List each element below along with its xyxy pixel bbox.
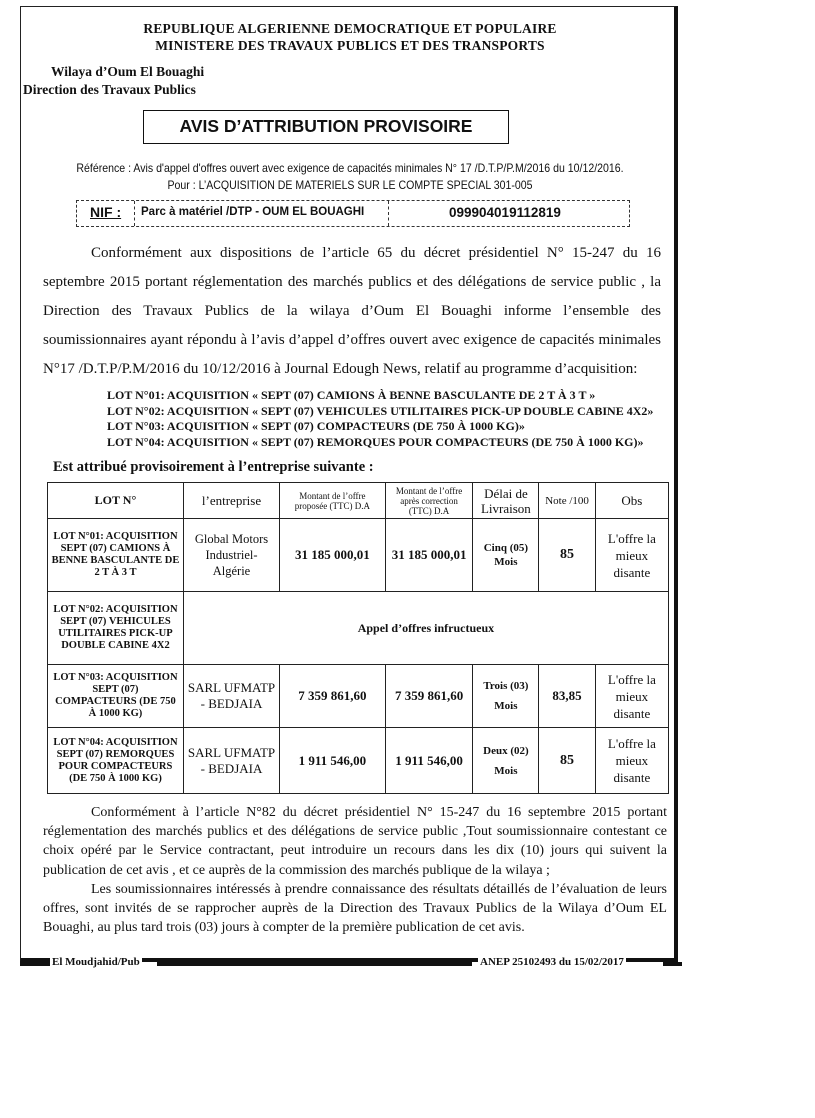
row-montant-corrige: 31 185 000,01	[385, 519, 473, 592]
row-obs: L'offre la mieux disante	[595, 728, 668, 794]
row-infructueux: Appel d’offres infructueux	[183, 592, 668, 665]
nif-label: NIF :	[90, 204, 122, 220]
row-obs: L'offre la mieux disante	[595, 665, 668, 728]
col-obs: Obs	[595, 483, 668, 519]
footer-publisher: El Moudjahid/Pub	[52, 956, 140, 968]
nif-name: Parc à matériel /DTP - OUM EL BOUAGHI	[141, 206, 365, 218]
lot-item: LOT N°03: ACQUISITION « SEPT (07) COMPACTEURS (DE 750 À 1000 KG)»	[107, 419, 525, 433]
header-direction: Direction des Travaux Publics	[23, 82, 196, 97]
reference-line: Référence : Avis d'appel d'offres ouvert avec exigence de capacités minimales N° 17 /D.T.P/P.M/2016 du 10/12/2016.	[76, 161, 624, 175]
col-montant-corrige: Montant de l’offre après correction (TTC) D.A	[385, 483, 473, 519]
recours-paragraph: Conformément à l’article N°82 du décret présidentiel N° 15-247 du 16 septembre 2015 portant réglementation des marchés publics et des délégations de service public ,Tout soumissionnaire contestant ce choix opéré par le Service contractant, peut introduire un recours dans les dix (10) jours qui suivent la publication de cet avis , et ce auprès de la commission des marchés publique de la wilaya ;	[43, 805, 667, 878]
row-lot: LOT N°03: ACQUISITION SEPT (07) COMPACTEURS (DE 750 À 1000 KG)	[48, 665, 184, 728]
row-lot: LOT N°01: ACQUISITION SEPT (07) CAMIONS À BENNE BASCULANTE DE 2 T À 3 T	[48, 519, 184, 592]
notice-page	[20, 6, 678, 962]
header-wilaya: Wilaya d’Oum El Bouaghi	[51, 64, 205, 79]
page-title: AVIS D’ATTRIBUTION PROVISOIRE	[143, 110, 509, 144]
results-table	[47, 482, 669, 794]
col-lot: LOT N°	[48, 483, 184, 519]
row-lot: LOT N°02: ACQUISITION SEPT (07) VEHICULES UTILITAIRES PICK-UP DOUBLE CABINE 4X2	[48, 592, 184, 665]
row-obs: L'offre la mieux disante	[595, 519, 668, 592]
row-montant-propose: 1 911 546,00	[280, 728, 386, 794]
table-row	[48, 519, 669, 592]
attribution-heading: Est attribué provisoirement à l’entreprise suivante :	[53, 459, 374, 475]
col-montant-propose: Montant de l’offre proposée (TTC) D.A	[280, 483, 386, 519]
row-montant-propose: 7 359 861,60	[280, 665, 386, 728]
header-republic: REPUBLIQUE ALGERIENNE DEMOCRATIQUE ET POPULAIRE	[143, 21, 557, 36]
row-entreprise: SARL UFMATP - BEDJAIA	[183, 728, 279, 794]
table-row	[48, 728, 669, 794]
footer-anep: ANEP 25102493 du 15/02/2017	[480, 956, 624, 968]
lot-item: LOT N°04: ACQUISITION « SEPT (07) REMORQUES POUR COMPACTEURS (DE 750 À 1000 KG)»	[107, 434, 644, 449]
row-note: 85	[539, 519, 595, 592]
row-lot: LOT N°04: ACQUISITION SEPT (07) REMORQUES POUR COMPACTEURS (DE 750 À 1000 KG)	[48, 728, 184, 794]
table-header-row	[48, 483, 669, 519]
row-delai: Trois (03) Mois	[473, 665, 539, 728]
lot-item: LOT N°02: ACQUISITION « SEPT (07) VEHICULES UTILITAIRES PICK-UP DOUBLE CABINE 4X2»	[107, 403, 654, 418]
table-row	[48, 665, 669, 728]
intro-paragraph: Conformément aux dispositions de l’article 65 du décret présidentiel N° 15-247 du 16 septembre 2015 portant réglementation des marchés publics et des délégations de service public , la Direction des Travaux Publics de la wilaya d’Oum El Bouaghi informe l’ensemble des soumissionnaires ayant répondu à l’avis d’appel d’offres ouvert avec exigence de capacités minimales N°17 /D.T.P/P.M/2016 du 10/12/2016 à Journal Edough News, relatif au programme d’acquisition:	[43, 245, 661, 377]
row-note: 83,85	[539, 665, 595, 728]
row-montant-corrige: 7 359 861,60	[385, 665, 473, 728]
lots-list	[107, 388, 653, 450]
col-entreprise: l’entreprise	[183, 483, 279, 519]
nif-box	[76, 200, 630, 227]
col-delai: Délai de Livraison	[473, 483, 539, 519]
nif-number: 099904019112819	[449, 205, 561, 220]
col-note: Note /100	[539, 483, 595, 519]
row-note: 85	[539, 728, 595, 794]
row-montant-propose: 31 185 000,01	[280, 519, 386, 592]
invitation-paragraph: Les soumissionnaires intéressés à prendre connaissance des résultats détaillés de l’évaluation de leurs offres, sont invités de se rapprocher auprès de la Direction des Travaux Publics de la Wilaya d’Oum EL Bouaghi, au plus tard trois (03) jours à compter de la première publication de cet avis.	[43, 882, 667, 936]
reference-object: Pour : L’ACQUISITION DE MATERIELS SUR LE COMPTE SPECIAL 301-005	[167, 178, 533, 192]
header-ministry: MINISTERE DES TRAVAUX PUBLICS ET DES TRANSPORTS	[155, 38, 545, 53]
table-row	[48, 592, 669, 665]
row-entreprise: SARL UFMATP - BEDJAIA	[183, 665, 279, 728]
lot-item: LOT N°01: ACQUISITION « SEPT (07) CAMIONS À BENNE BASCULANTE DE 2 T À 3 T »	[107, 388, 596, 402]
row-delai: Cinq (05) Mois	[473, 519, 539, 592]
row-montant-corrige: 1 911 546,00	[385, 728, 473, 794]
row-delai: Deux (02) Mois	[473, 728, 539, 794]
row-entreprise: Global Motors Industriel-Algérie	[183, 519, 279, 592]
